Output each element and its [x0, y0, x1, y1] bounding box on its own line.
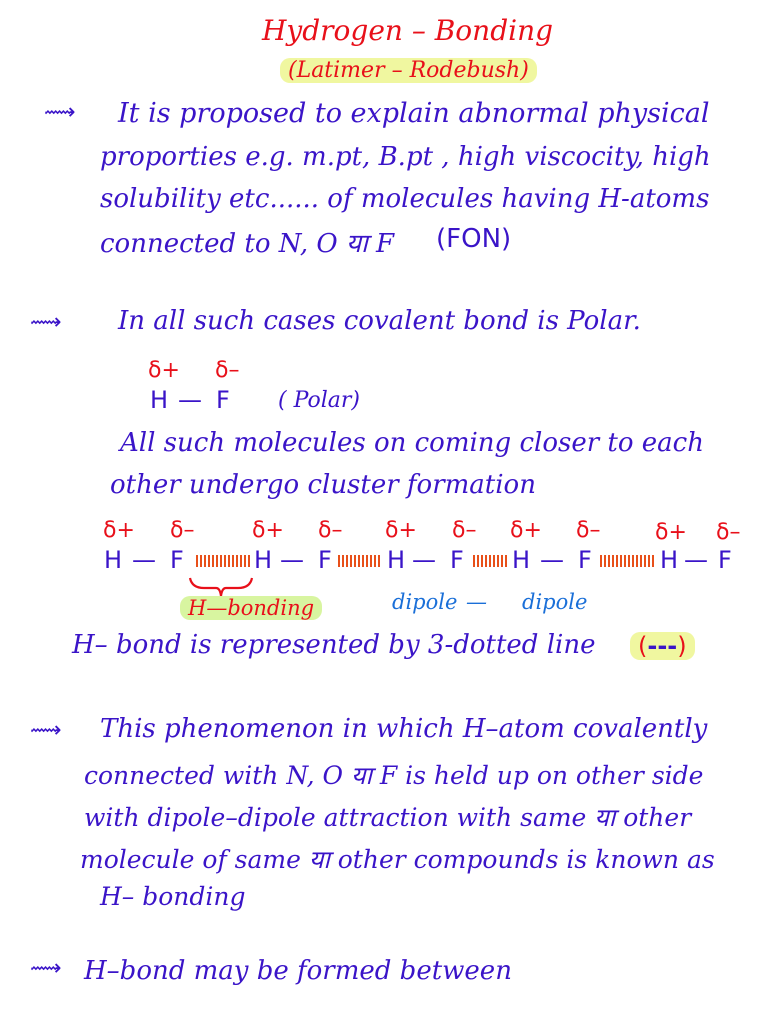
dipole-label-2: dipole — [522, 590, 588, 614]
para2-line1: In all such cases covalent bond is Polar. — [118, 306, 641, 336]
bullet-arrow-icon: ⟿ — [30, 718, 62, 743]
hbonding-label: H—bonding — [180, 596, 322, 620]
chain-bond-3: — — [412, 546, 436, 574]
hbond-hatch-3 — [473, 555, 509, 567]
chain-h-2: H — [254, 546, 273, 574]
chain-f-1: F — [170, 546, 184, 574]
hbond-hatch-4 — [600, 555, 656, 567]
para3-line2: other undergo cluster formation — [110, 470, 536, 500]
para1-line3: solubility etc...... of molecules having H-atoms — [100, 184, 710, 214]
chain-h-1: H — [104, 546, 123, 574]
page-title: Hydrogen – Bonding — [262, 14, 554, 47]
para4-line1: H– bond is represented by 3-dotted line — [72, 630, 596, 660]
dipole-dash: — — [466, 590, 487, 614]
chain-bond-5: — — [684, 546, 708, 574]
para3-line1: All such molecules on coming closer to each — [120, 428, 704, 458]
dotted-line-symbol: (---) — [630, 632, 695, 660]
hbond-hatch-2 — [338, 555, 382, 567]
chain-delta-plus-2: δ+ — [252, 518, 284, 543]
para5-line3: with dipole–dipole attraction with same या other — [84, 803, 692, 832]
hf-delta-minus: δ– — [215, 358, 240, 383]
para5-line4: molecule of same या other compounds is known as — [80, 845, 715, 874]
chain-delta-plus-4: δ+ — [510, 518, 542, 543]
fon-label: (FON) — [436, 224, 512, 254]
bullet-arrow-icon: ⟿ — [44, 100, 76, 125]
chain-bond-1: — — [132, 546, 156, 574]
chain-delta-minus-5: δ– — [716, 520, 741, 545]
dotted-line-symbol-text: --- — [647, 632, 678, 660]
hf-h-atom: H — [150, 386, 169, 414]
para5-line5: H– bonding — [100, 882, 246, 911]
chain-delta-minus-3: δ– — [452, 518, 477, 543]
dipole-label-1: dipole — [392, 590, 458, 614]
chain-delta-minus-2: δ– — [318, 518, 343, 543]
para5-line1: This phenomenon in which H–atom covalently — [100, 714, 708, 744]
page-subtitle: (Latimer – Rodebush) — [280, 58, 537, 83]
chain-delta-plus-1: δ+ — [103, 518, 135, 543]
chain-f-5: F — [718, 546, 732, 574]
chain-delta-minus-1: δ– — [170, 518, 195, 543]
chain-f-2: F — [318, 546, 332, 574]
para1-line4: connected to N, O या F — [100, 229, 395, 259]
hf-f-atom: F — [216, 386, 230, 414]
chain-h-4: H — [512, 546, 531, 574]
chain-bond-2: — — [280, 546, 304, 574]
chain-delta-plus-5: δ+ — [655, 520, 687, 545]
chain-f-4: F — [578, 546, 592, 574]
bullet-arrow-icon: ⟿ — [30, 310, 62, 335]
para5-line2: connected with N, O या F is held up on other side — [84, 761, 704, 790]
para6-line1: H–bond may be formed between — [84, 956, 512, 986]
chain-h-3: H — [387, 546, 406, 574]
hf-bond: — — [178, 386, 202, 414]
hbond-hatch-1 — [196, 555, 252, 567]
para1-line1: It is proposed to explain abnormal physical — [118, 98, 710, 129]
hf-delta-plus: δ+ — [148, 358, 180, 383]
chain-delta-plus-3: δ+ — [385, 518, 417, 543]
chain-delta-minus-4: δ– — [576, 518, 601, 543]
chain-f-3: F — [450, 546, 464, 574]
para1-line2: proporties e.g. m.pt, B.pt , high viscocity, high — [100, 142, 711, 172]
hf-polar-label: ( Polar) — [278, 388, 360, 413]
chain-bond-4: — — [540, 546, 564, 574]
chain-h-5: H — [660, 546, 679, 574]
bullet-arrow-icon: ⟿ — [30, 956, 62, 981]
